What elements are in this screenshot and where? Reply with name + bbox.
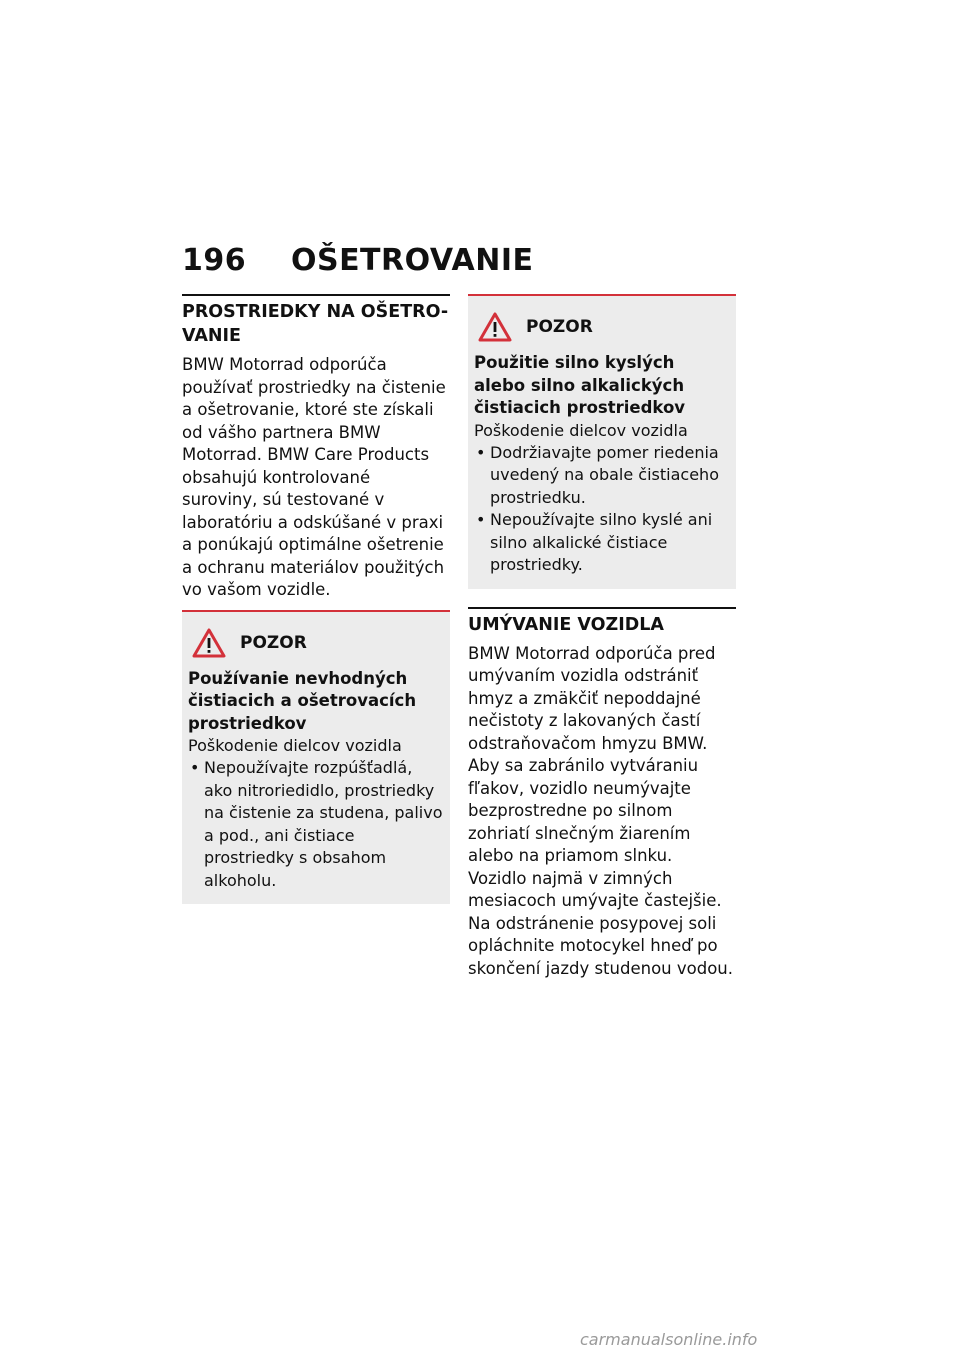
warning-label: POZOR: [240, 632, 307, 653]
paragraph: Na odstránenie posypovej soli opláchnite motocykel hneď po skončení jazdy studenou vodou.: [468, 913, 733, 978]
warning-box: [182, 612, 450, 905]
watermark: carmanualsonline.info: [580, 1330, 758, 1349]
list-item: • Nepoužívajte silno kyslé ani silno alkalické čistiace prostriedky.: [474, 509, 730, 577]
section-title-care-products: PROSTRIEDKY NA OŠETRO- VANIE: [182, 302, 449, 346]
warning-bullets: [188, 757, 444, 892]
section-title-washing: UMÝVANIE VOZIDLA: [468, 614, 664, 635]
page-header: [182, 243, 533, 278]
warning-label: POZOR: [526, 317, 593, 337]
section-divider: [182, 294, 450, 296]
warning-triangle-icon: [478, 312, 512, 342]
paragraph: BMW Motorrad odporúča pred umývaním vozidla odstrániť hmyz a zmäkčiť nepoddajné nečistoty z lakovaných častí odstraňovačom hmyzu BMW.: [468, 643, 716, 753]
care-products-text: [182, 354, 450, 602]
left-column: [182, 294, 450, 904]
warning-effect: Poškodenie dielcov vozidla: [474, 420, 688, 440]
warning-title: Používanie nevhodných čistiacich a ošetrovacích prostriedkov: [188, 668, 417, 733]
warning-title: Použitie silno kyslých alebo silno alkalických čistiacich prostriedkov: [474, 353, 686, 417]
washing-text: [468, 643, 736, 981]
warning-box: [468, 296, 736, 589]
warning-triangle-icon: [192, 628, 226, 658]
page-number: 196: [182, 243, 247, 278]
list-item: • Nepoužívajte rozpúšťadlá, ako nitroriedidlo, prostriedky na čistenie za studena, palivo a pod., ani čistiace prostriedky s obsahom alkoholu.: [188, 757, 444, 892]
warning-header: [478, 312, 730, 342]
list-item: • Dodržiavajte pomer riedenia uvedený na obale čistiaceho prostriedku.: [474, 442, 730, 510]
right-column: [468, 294, 736, 980]
warning-bullets: [474, 442, 730, 577]
chapter-title: OŠETROVANIE: [290, 243, 534, 278]
warning-effect: Poškodenie dielcov vozidla: [188, 736, 402, 755]
paragraph: Vozidlo najmä v zimných mesiacoch umývajte častejšie.: [468, 868, 722, 910]
warning-header: [192, 628, 444, 658]
paragraph: Aby sa zabránilo vytváraniu fľakov, vozidlo neumývajte bezprostredne po silnom zohriatí slnečným žiarením alebo na priamom slnku.: [468, 756, 699, 865]
section-divider: [468, 607, 736, 609]
paragraph: BMW Motorrad odporúča používať prostriedky na čistenie a ošetrovanie, ktoré ste získali od vášho partnera BMW Motorrad. BMW Care Products obsahujú kontrolované suroviny, sú testované v laboratóriu a odskúšané v praxi a ponúkajú optimálne ošetrenie a ochranu materiálov použitých vo vašom vozidle.: [182, 355, 446, 599]
